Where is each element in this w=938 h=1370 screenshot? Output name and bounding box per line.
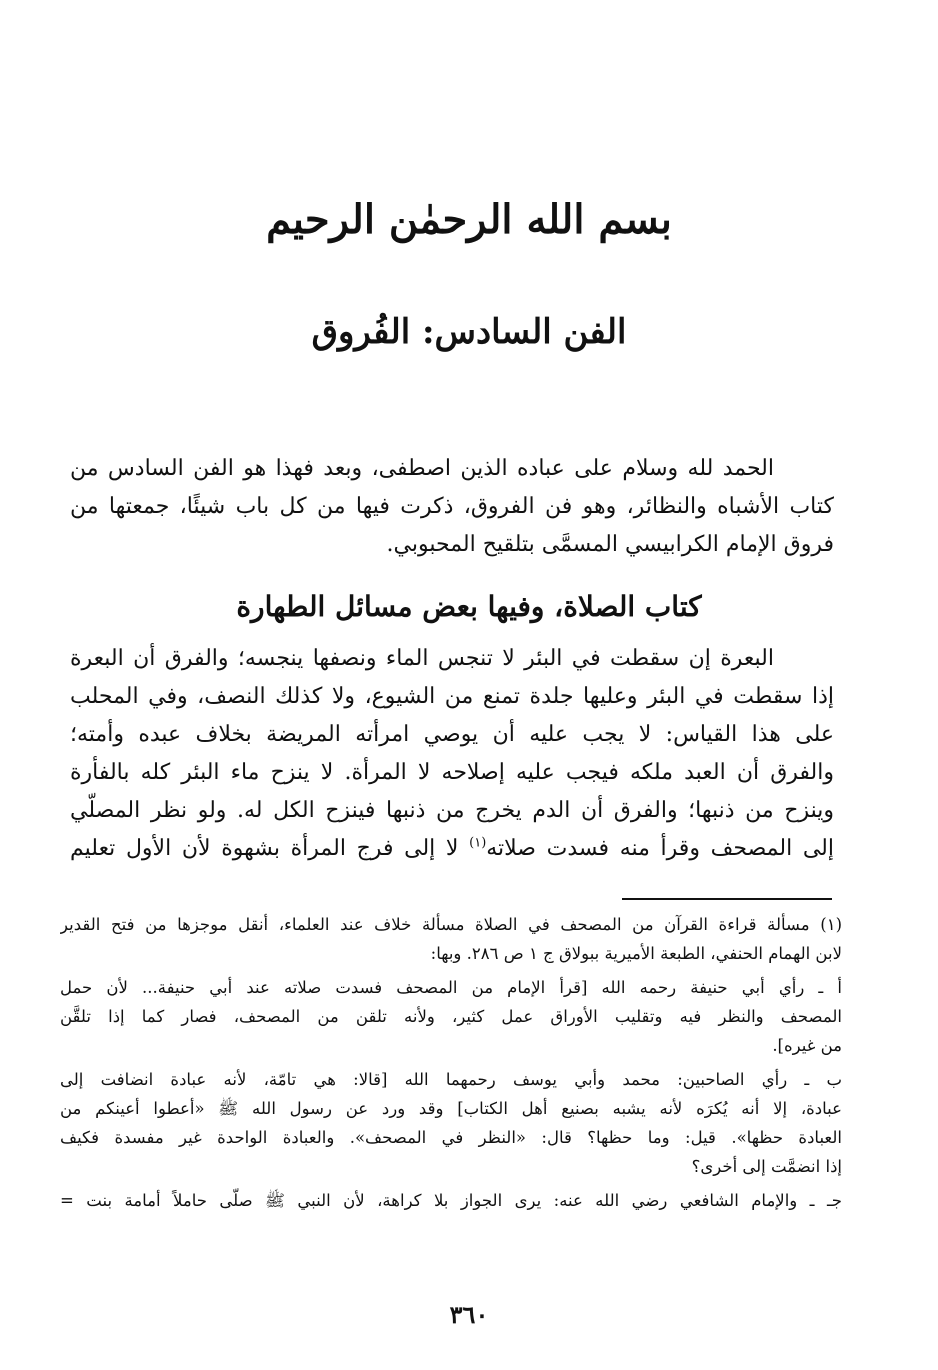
chapter-title: الفن السادس: الفُروق [311, 312, 627, 352]
footnote-line: من غيره]. [772, 1036, 842, 1055]
footnote-line: إذا انضمَّت إلى أخرى؟ [691, 1157, 842, 1176]
footnote-line: لابن الهمام الحنفي، الطبعة الأميرية ببولاق ج ١ ص ٢٨٦. وبها: [430, 944, 842, 963]
section-line-with-footnote [70, 830, 834, 868]
intro-line: الحمد لله وسلام على عباده الذين اصطفى، وبعد فهذا هو الفن السادس من [70, 456, 774, 481]
footnote-divider [622, 898, 832, 900]
section-paragraph [70, 640, 834, 868]
section-line-text: إلى المصحف وقرأ منه فسدت صلاته [486, 836, 834, 861]
footnote-line: المصحف والنظر فيه وتقليب الأوراق عمل كثير، ولأنه تلقن من المصحف، فصار كما إذا تلقَّن [60, 1007, 842, 1026]
footnote-item-c [60, 1186, 842, 1215]
basmala-heading: بسم الله الرحمٰن الرحيم [266, 196, 672, 243]
footnote-item-b [60, 1065, 842, 1181]
footnote-line: أ ـ رأي أبي حنيفة رحمه الله [قرأ الإمام من المصحف فسدت صلاته عند أبي حنيفة... لأن حمل [60, 978, 842, 997]
footnote-line: جـ ـ والإمام الشافعي رضي الله عنه: يرى الجواز بلا كراهة، لأن النبي ﷺ صلّى حاملاً أمامة بنت = [60, 1191, 842, 1210]
footnote-line: (١) مسألة قراءة القرآن من المصحف في الصلاة مسألة خلاف عند العلماء، أنقل موجزها من فتح القدير [60, 915, 842, 934]
footnotes [60, 910, 842, 1220]
section-heading: كتاب الصلاة، وفيها بعض مسائل الطهارة [236, 590, 702, 623]
section-line: وينزح من ذنبها؛ والفرق أن الدم يخرج من ذنبها فينزح الكل له. ولو نظر المصلّي [70, 798, 834, 823]
footnote-line: عبادة، إلا أنه يُكرَه لأنه يشبه بصنيع أهل الكتاب] وقد ورد عن رسول الله ﷺ «أعطوا أعينكم من [60, 1099, 842, 1118]
footnote-marker: (١) [469, 835, 487, 851]
section-line: البعرة إن سقطت في البئر لا تنجس الماء ونصفها ينجسه؛ والفرق أن البعرة [70, 646, 774, 671]
section-line: والفرق أن العبد ملكه فيجب عليه إصلاحه لا المرأة. لا ينزح ماء البئر كله بالفأرة [70, 760, 834, 785]
intro-paragraph [70, 450, 834, 564]
intro-line: كتاب الأشباه والنظائر، وهو فن الفروق، ذكرت فيها من كل باب شيئًا، جمعتها من [70, 494, 834, 519]
section-line: إذا سقطت في البئر وعليها جلدة تمنع من الشيوع، ولا كذلك النصف، وفي المحلب [70, 684, 834, 709]
footnote-item-a [60, 973, 842, 1060]
intro-line: فروق الإمام الكرابيسي المسمَّى بتلقيح المحبوبي. [386, 532, 834, 557]
footnote-line: ب ـ رأي الصاحبين: محمد وأبي يوسف رحمهما الله [قالا: هي تامّة، لأنه عبادة انضافت إلى [60, 1070, 842, 1089]
section-line-text: لا إلى فرج المرأة بشهوة لأن الأول تعليم [70, 836, 470, 861]
footnote-1 [60, 910, 842, 968]
footnote-line: العبادة حظها». قيل: وما حظها؟ قال: «النظر في المصحف». والعبادة الواحدة غير مفسدة فكيف [60, 1128, 842, 1147]
page-number: ٣٦٠ [449, 1300, 489, 1329]
section-line: على هذا القياس: لا يجب عليه أن يوصي امرأته المريضة بخلاف عبده وأمته؛ [70, 722, 834, 747]
